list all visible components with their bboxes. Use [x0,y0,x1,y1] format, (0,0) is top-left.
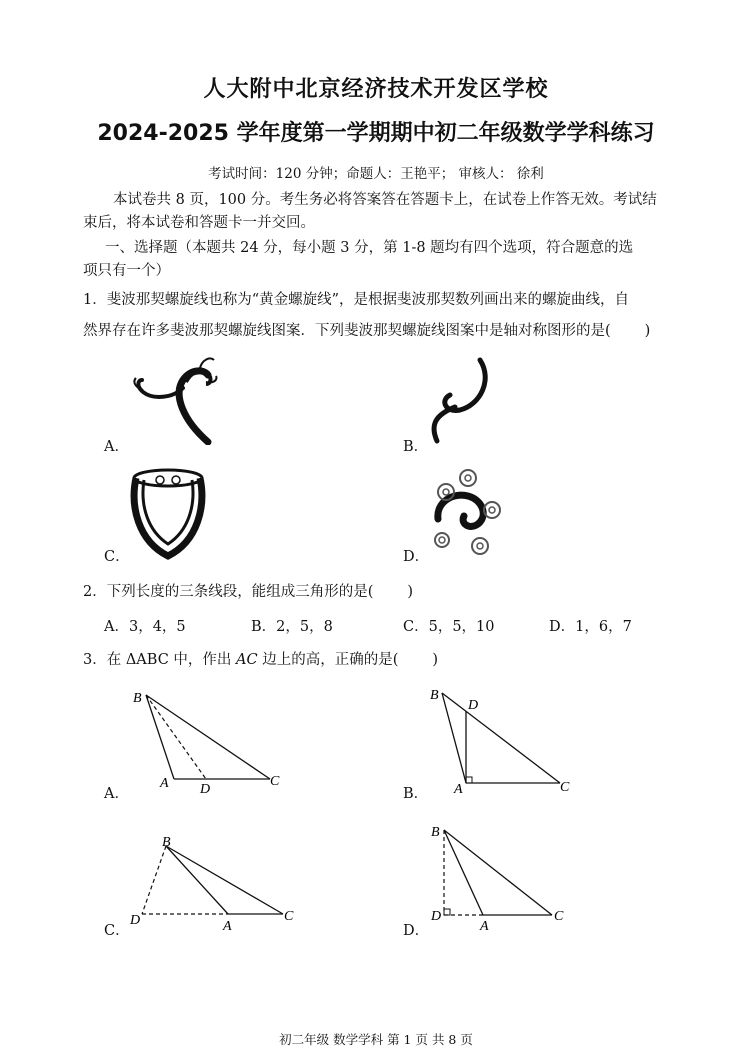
q3c-label-a: A [223,919,232,934]
q3d-label-a: A [480,919,489,932]
q3b-label-c: C [560,780,570,795]
q1-figure-a-spiral [128,350,223,445]
q1-option-d-label: D． [403,549,430,565]
q3a-label-c: C [270,774,280,789]
q3b-label-b: B [430,688,439,703]
q2-stem-text: 2．下列长度的三条线段，能组成三角形的是( [83,584,374,600]
q2-option-b: B．2，5，8 [251,619,333,635]
q1-figure-b-spiral [425,355,495,445]
q2-stem [83,580,413,601]
instructions-line-2: 束后，将本试卷和答题卡一并交回。 [83,215,315,231]
q1-stem-close: ) [644,323,651,339]
q3-figure-d-triangle [428,820,578,932]
q3-stem-ac: AC [236,652,258,668]
q3-stem-text-end: 边上的高，正确的是( [257,652,399,668]
q1-option-b-label: B． [403,439,429,455]
school-title: 人大附中北京经济技术开发区学校 [203,77,549,102]
page-footer: 初二年级 数学学科 第 1 页 共 8 页 [279,1032,473,1047]
q3-figure-b-triangle [428,685,578,795]
q3a-label-d: D [200,782,211,795]
q3d-label-d: D [431,909,442,924]
q2-option-c: C．5，5，10 [403,619,495,635]
q3c-label-d: D [130,913,141,928]
exam-title: 2024-2025 学年度第一学期期中初二年级数学学科练习 [97,121,655,146]
q3-option-d-label: D． [403,923,430,939]
q3-figure-c-triangle [128,832,303,937]
q3b-label-d: D [468,698,479,713]
q1-stem-line-2 [83,319,650,340]
q1-stem-text: 然界存在许多斐波那契螺旋线图案．下列斐波那契螺旋线图案中是轴对称图形的是( [83,323,611,339]
q3c-label-b: B [162,835,171,850]
q3a-label-b: B [133,691,142,706]
q1-option-c-label: C． [104,549,130,565]
q2-option-d: D．1，6，7 [549,619,632,635]
instructions-line-1: 本试卷共 8 页，100 分。考生务必将答案答在答题卡上，在试卷上作答无效。考试结 [113,192,657,208]
q3-option-c-label: C． [104,923,130,939]
q3-stem [83,648,438,669]
q3-option-a-label: A． [104,786,129,802]
section-heading-line-1: 一、选择题（本题共 24 分，每小题 3 分，第 1-8 题均有四个选项，符合题意的选 [105,240,634,256]
q3-figure-a-triangle [128,685,288,795]
q3-stem-close: ) [432,652,439,668]
exam-meta: 考试时间：120 分钟；命题人：王艳平； 审核人： 徐利 [208,166,544,182]
q2-stem-close: ) [407,584,414,600]
q3d-label-c: C [554,909,564,924]
section-heading-line-2: 项只有一个） [83,263,170,279]
q1-stem-line-1: 1．斐波那契螺旋线也称为“黄金螺旋线”，是根据斐波那契数列画出来的螺旋曲线，自 [83,292,630,308]
q3-stem-text: 3．在 ΔABC 中，作出 [83,652,237,668]
q1-option-a-label: A． [104,439,129,455]
q3d-label-b: B [431,825,440,840]
q1-figure-c-spiral [128,466,208,560]
q3b-label-a: A [454,782,463,795]
q3-option-b-label: B． [403,786,429,802]
q3a-label-a: A [160,776,169,791]
q3c-label-c: C [284,909,294,924]
q2-option-a: A．3，4，5 [104,619,186,635]
q1-figure-d-spiral [428,464,513,559]
